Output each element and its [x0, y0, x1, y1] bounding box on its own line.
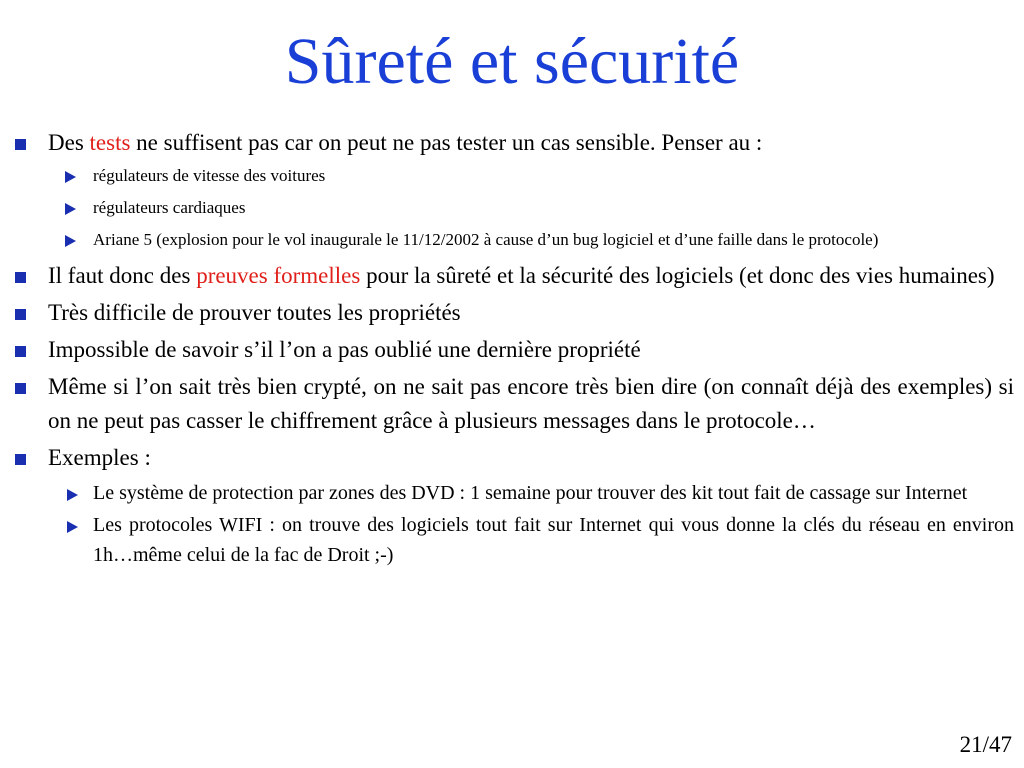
- bullet-text: Très difficile de prouver toutes les propriétés: [48, 300, 461, 325]
- bullet-text: Exemples :: [48, 445, 151, 470]
- highlight-formal-proofs: preuves formelles: [196, 263, 361, 288]
- bullet-tests: [48, 126, 1014, 160]
- sub-bullet-text: Le système de protection par zones des DVD : 1 semaine pour trouver des kit tout fait de cassage sur Internet: [93, 482, 968, 504]
- bullet-formal-proofs: [48, 259, 1014, 293]
- highlight-tests: tests: [89, 130, 131, 155]
- bullet-text: pour la sûreté et la sécurité des logiciels (et donc des vies humaines): [360, 263, 995, 288]
- bullet-text: ne suffisent pas car on peut ne pas tester un cas sensible. Penser au :: [130, 130, 763, 155]
- sub-bullet-speed-regulators: [93, 163, 1014, 189]
- sub-bullet-text: régulateurs de vitesse des voitures: [93, 166, 326, 185]
- sub-bullet-text: Ariane 5 (explosion pour le vol inaugurale le 11/12/2002 à cause d’un bug logiciel et d’une faille dans le protocole): [93, 230, 879, 249]
- bullet-examples: [48, 441, 1014, 475]
- bullet-text: Il faut donc des: [48, 263, 197, 288]
- sub-bullet-text: Les protocoles WIFI : on trouve des logiciels tout fait sur Internet qui vous donne la clés du réseau en environ 1h…même celui de la fac de Droit ;-): [93, 514, 1014, 566]
- square-bullet-icon: [15, 383, 26, 394]
- page-number: 21/47: [959, 732, 1012, 757]
- sub-bullet-text: régulateurs cardiaques: [93, 198, 246, 217]
- triangle-bullet-icon: [65, 171, 76, 183]
- square-bullet-icon: [15, 272, 26, 283]
- square-bullet-icon: [15, 139, 26, 150]
- triangle-bullet-icon: [67, 489, 78, 501]
- sub-bullet-wifi: [93, 510, 1014, 570]
- bullet-encryption: [48, 370, 1014, 438]
- square-bullet-icon: [15, 454, 26, 465]
- bullet-text: Même si l’on sait très bien crypté, on ne sait pas encore très bien dire (on connaît déjà des exemples) si on ne peut pas casser le chiffrement grâce à plusieurs messages dans le protocole…: [48, 374, 1014, 433]
- slide-content: [0, 126, 1024, 572]
- triangle-bullet-icon: [65, 203, 76, 215]
- sub-bullet-ariane: [93, 227, 1014, 253]
- triangle-bullet-icon: [67, 521, 78, 533]
- bullet-text: Des: [48, 130, 90, 155]
- sub-bullet-dvd: [93, 478, 1014, 508]
- triangle-bullet-icon: [65, 235, 76, 247]
- sub-bullet-cardiac-regulators: [93, 195, 1014, 221]
- bullet-text: Impossible de savoir s’il l’on a pas oublié une dernière propriété: [48, 337, 641, 362]
- square-bullet-icon: [15, 346, 26, 357]
- slide-title: Sûreté et sécurité: [284, 25, 740, 98]
- bullet-impossible-to-know: [48, 333, 1014, 367]
- square-bullet-icon: [15, 309, 26, 320]
- bullet-hard-to-prove: [48, 296, 1014, 330]
